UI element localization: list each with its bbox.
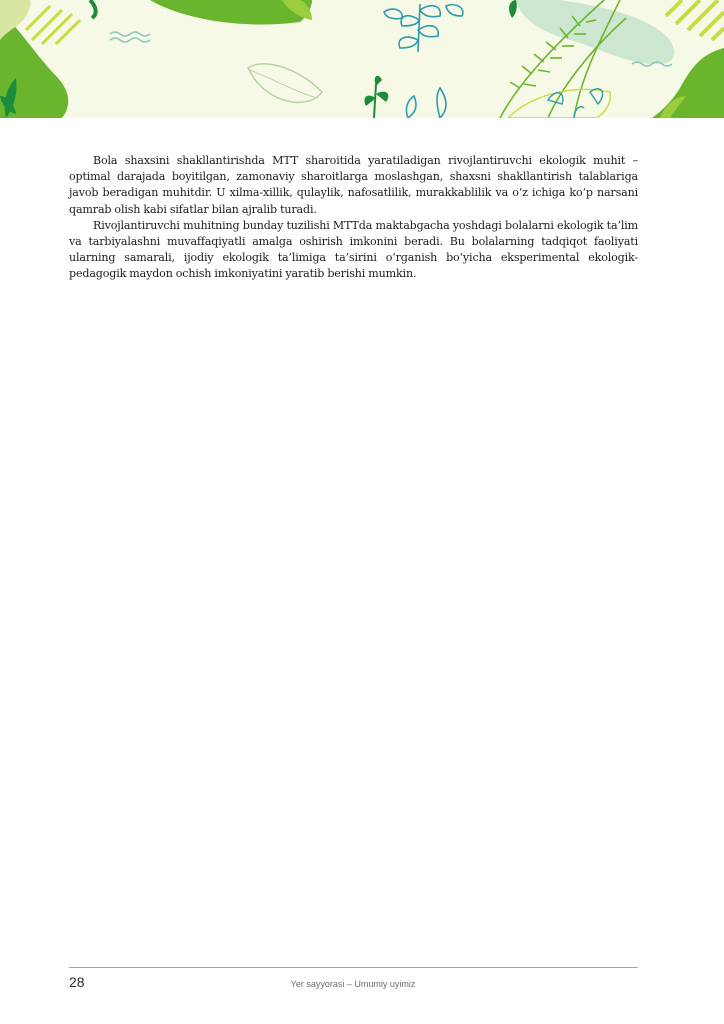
decorative-leaf-banner — [0, 0, 724, 118]
running-footer-title: Yer sayyorasi – Umumiy uyimiz — [290, 979, 416, 989]
page-number: 28 — [69, 974, 85, 990]
paragraph: Rivojlantiruvchi muhitning bunday tuzilishi MTTda maktabgacha yoshdagi bolalarni ekologik ta’lim va tarbiyalashni muvaffaqiyatli amalga oshirish imkonini beradi. Bu bolalarning tadqiqot faoliyati ularning samarali, ijodiy ekologik ta’limiga ta’sirini o‘rganish bo‘yicha eksperimental ekologik-pedagogik maydon ochish imkoniyatini yaratib berishi mumkin. — [69, 218, 638, 281]
footer-divider — [69, 967, 638, 968]
paragraph: Bola shaxsini shakllantirishda MTT sharoitida yaratiladigan rivojlantiruvchi ekologik muhit – optimal darajada boyitilgan, zamonaviy sharoitlarga moslashgan, shaxsni shakllantirish talablariga javob beradigan muhitdir. U xilma-xillik, qulaylik, nafosatlilik, murakkablilik va o‘z ichiga ko‘p narsani qamrab olish kabi sifatlar bilan ajralib turadi. — [69, 154, 638, 216]
main-text — [69, 153, 638, 283]
